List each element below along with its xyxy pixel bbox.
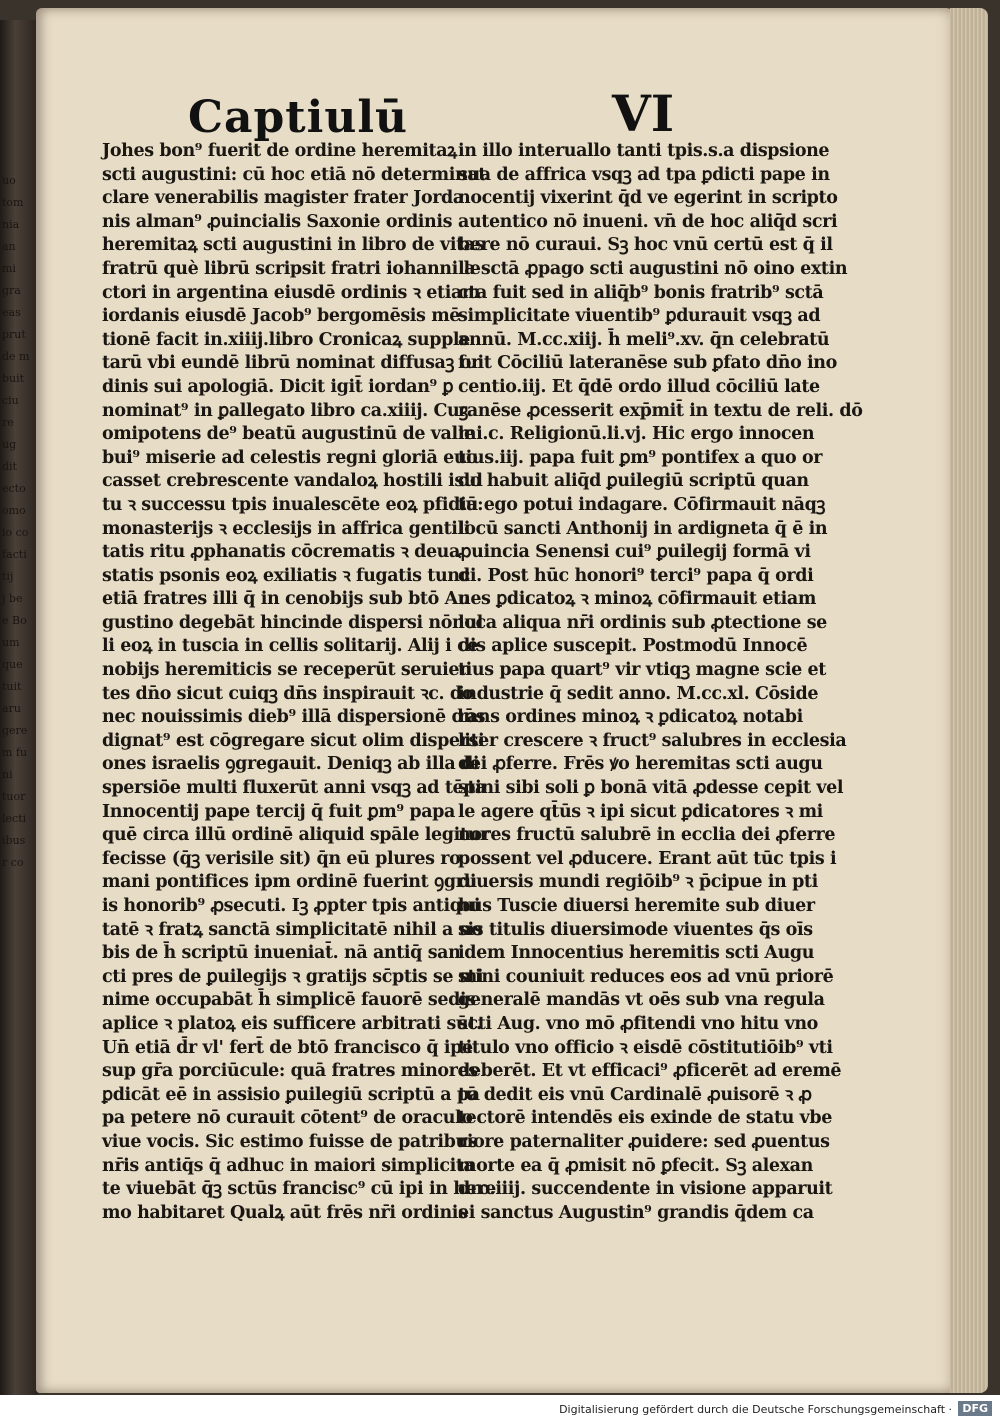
text-line: monasterijs ꝛ ecclesijs in affrica gentili (102, 518, 470, 539)
text-line: sua de affrica vsqꝫ ad tpa ꝑdicti pape in (458, 164, 830, 185)
text-line: clare venerabilis magister frater Jorda (102, 188, 464, 209)
text-line: nobijs heremiticis se receperūt seruien (102, 660, 472, 681)
footer-bar (0, 1395, 1000, 1425)
text-line: diuersis mundi regiōib⁹ ꝛ p̄cipue in pti (458, 872, 818, 893)
facing-text-fragment: buit (2, 372, 25, 385)
text-line: liter crescere ꝛ fruct⁹ salubres in ecclesia (458, 730, 847, 751)
text-line: ctori in argentina eiusdē ordinis ꝛ etiam (102, 282, 480, 303)
text-line: dignat⁹ est cōgregare sicut olim dispersi (102, 730, 485, 751)
facing-text-fragment: ni (2, 768, 13, 781)
text-line: scti Aug. vno mō ꝓfitendi vno hitu vno (458, 1013, 818, 1034)
text-line: locū sancti Anthonij in ardigneta q̄ ē in (458, 518, 828, 539)
text-line: omipotens de⁹ beatū augustinū de valle (102, 424, 475, 445)
text-line: tū ego potui indagare. Cōfirmauit nāqꝫ (458, 494, 825, 515)
text-line: centio.iij. Et q̄dē ordo illud cōciliū late (458, 376, 820, 397)
text-line: tū dedit eis vnū Cardinalē ꝓuisorē ꝛ ꝓ (458, 1084, 812, 1105)
facing-text-fragment: dit (2, 460, 17, 473)
text-line: spersiōe multi fluxerūt anni vsqꝫ ad tēpa (102, 778, 487, 799)
text-line: loca aliqua nr̄i ordinis sub ꝓtectione se (458, 612, 827, 633)
text-line: pa petere nō curauit cōtent⁹ de oraculo (102, 1108, 473, 1129)
text-line: stini sibi soli ꝑ bonā vitā ꝓdesse cepit vel (458, 778, 844, 799)
text-line: nocentij vixerint q̄d ve egerint in scripto (458, 188, 838, 209)
facing-text-fragment: r co (2, 856, 24, 869)
text-line: nis alman⁹ ꝓuincialis Saxonie ordinis (102, 211, 453, 232)
text-line: possent vel ꝓducere. Erant aūt tūc tpis i (458, 848, 837, 869)
text-line: industrie q̄ sedit anno. M.cc.xl. Cōside (458, 683, 819, 704)
text-line: statis psonis eoꝝ exiliatis ꝛ fugatis tunc (102, 565, 470, 586)
text-line: sis titulis diuersimode viuentes q̄s oīs (458, 919, 813, 940)
facing-text-fragment: gere (2, 724, 28, 737)
footer-credit: Digitalisierung gefördert durch die Deutsche Forschungsgemeinschaft · (559, 1403, 952, 1416)
text-line: nores fructū salubrē in ecclia dei ꝓferre (458, 825, 836, 846)
text-line: Un̄ etiā d̄r vl' fert̄ de btō francisco q̄ ipe (102, 1037, 473, 1058)
dfg-logo: DFG (958, 1401, 992, 1416)
text-line: le agere qt̄ūs ꝛ ipi sicut ꝑdicatores ꝛ mi (458, 801, 823, 822)
text-line: ꝑdicāt eē in assisio ꝑuilegiū scriptū a pa (102, 1084, 480, 1105)
text-line: ꝓuincia Senensi cui⁹ ꝑuilegij formā vi (458, 542, 811, 563)
text-line: dinis sui apologiā. Dicit igit̄ iordan⁹ ꝑ (102, 376, 454, 397)
text-line: do habuit aliq̄d ꝑuilegiū scriptū quan (458, 471, 809, 492)
facing-page-text (2, 170, 32, 874)
text-line: nes ꝑdicatoꝝ ꝛ minoꝝ cōfirmauit etiam (458, 589, 816, 610)
facing-text-fragment: tij (2, 570, 14, 583)
facing-text-fragment: tom (2, 196, 24, 209)
facing-text-fragment: eas (2, 306, 21, 319)
text-line: la sctā ꝓpago scti augustini nō oino extin (458, 258, 848, 279)
text-line: ei sanctus Augustin⁹ grandis q̄dem ca (458, 1202, 814, 1223)
facing-text-fragment: de m (2, 350, 30, 363)
text-column-right (458, 140, 863, 1225)
facing-text-fragment: prut (2, 328, 26, 341)
text-line: aplice ꝛ platoꝝ eis sufficere arbitrati sūt. (102, 1013, 482, 1034)
text-line: tius.iij. papa fuit ꝑm⁹ pontifex a quo or (458, 447, 823, 468)
text-line: cta fuit sed in aliq̄b⁹ bonis fratrib⁹ sctā (458, 282, 824, 303)
text-line: scti augustini: cū hoc etiā nō determinat (102, 164, 486, 185)
text-line: nime occupabāt h̄ simplicē fauorē sedis (102, 990, 476, 1011)
text-line: ones israelis ꝯgregauit. Deniqꝫ ab illa di (102, 754, 480, 775)
facing-text-fragment: an (2, 240, 16, 253)
text-line: tius papa quart⁹ vir vtiqꝫ magne scie et (458, 660, 826, 681)
facing-text-fragment: re (2, 416, 14, 429)
text-line: bis de h̄ scriptū inueniat̄. nā antiq̄ san (102, 943, 461, 964)
text-line: ranēse ꝓcesserit exp̄mit̄ in textu de reli. dō (458, 400, 863, 421)
running-heading: Captiulū (188, 92, 409, 143)
text-line: bui⁹ miserie ad celestis regni gloriā euo (102, 447, 478, 468)
facing-text-fragment: ciu (2, 394, 19, 407)
text-line: nr̄is antiq̄s q̄ adhuc in maiori simplicita (102, 1155, 475, 1176)
text-line: dro.iiij. succendente in visione apparuit (458, 1179, 833, 1200)
text-line: annū. M.cc.xiij. h̄ meli⁹.xv. q̄n celebratū (458, 329, 830, 350)
text-line: tionē facit in.xiiij.libro Cronicaꝝ supple (102, 329, 470, 350)
text-line: stini couniuit reduces eos ad vnū priorē (458, 966, 834, 987)
text-line: in illo interuallo tanti tpis.s.a dispsione (458, 141, 830, 161)
text-line: gustino degebāt hincinde dispersi nōnul (102, 612, 483, 633)
text-line: fuit Cōciliū lateranēse sub ꝑfato dn̄o ino (458, 353, 837, 374)
text-line: generalē mandās vt oēs sub vna regula (458, 990, 825, 1011)
facing-text-fragment: ug (2, 438, 17, 451)
facing-text-fragment: io co (2, 526, 29, 539)
text-line: deberēt. Et vt efficaci⁹ ꝓficerēt ad eremē (458, 1061, 842, 1082)
facing-text-fragment: facti (2, 548, 27, 561)
text-line: sup gr̄a porciūcule: quā fratres minores (102, 1061, 478, 1082)
facing-text-fragment: ecto (2, 482, 26, 495)
facing-text-fragment: uo (2, 174, 16, 187)
facing-text-fragment: tuor (2, 790, 26, 803)
facing-text-fragment: tuit (2, 680, 22, 693)
text-line: di. Post hūc honori⁹ terci⁹ papa q̄ ordi (458, 565, 814, 586)
facing-text-fragment: m fu (2, 746, 28, 759)
text-column-left (102, 140, 496, 1225)
text-line: Johes bon⁹ fuerit de ordine heremitaꝝ (102, 141, 457, 161)
text-line: nominat⁹ in ꝑallegato libro ca.xiiij. Cuꝫ (102, 400, 468, 421)
text-line: iordanis eiusdē Jacob⁹ bergomēsis mē (102, 306, 461, 327)
facing-text-fragment: mi (2, 262, 16, 275)
text-line: mi.c. Religionū.li.vj. Hic ergo innocen (458, 424, 815, 445)
text-line: li eoꝝ in tuscia in cellis solitarij. Alij i ce (102, 636, 479, 657)
text-line: idem Innocentius heremitis scti Augu (458, 943, 815, 964)
text-line: bus Tuscie diuersi heremite sub diuer (458, 896, 815, 916)
text-line: tarū vbi eundē librū nominat diffusaꝫ or (102, 353, 480, 374)
facing-text-fragment: e Bo (2, 614, 27, 627)
text-line: fratrū què librū scripsit fratri iohanni le (102, 258, 481, 279)
text-line: fecisse (q̄ꝫ verisile sit) q̄n eū plures ro (102, 848, 461, 869)
text-line: bere nō curaui. Sꝫ hoc vnū certū est q̄ il (458, 235, 833, 256)
text-line: titulo vno officio ꝛ eisdē cōstitutiōib⁹ vti (458, 1037, 833, 1058)
text-line: nec nouissimis dieb⁹ illā dispersionē dn̄s (102, 707, 486, 728)
page-stack-edge (950, 8, 988, 1393)
text-line: simplicitate viuentib⁹ ꝑdurauit vsqꝫ ad (458, 306, 821, 327)
text-line: rans ordines minoꝝ ꝛ ꝑdicatoꝝ notabi (458, 707, 803, 728)
text-line: dei ꝓferre. Frēs ꝟo heremitas scti augu (458, 754, 823, 775)
text-line: viue vocis. Sic estimo fuisse de patribus (102, 1131, 478, 1152)
text-line: tu ꝛ successu tpis inualescēte eoꝝ pfidia: (102, 494, 484, 515)
text-line: tatē ꝛ fratꝝ sanctā simplicitatē nihil a no (102, 919, 483, 940)
text-line: tatis ritu ꝓphanatis cōcrematis ꝛ deua (102, 542, 460, 563)
facing-text-fragment: aru (2, 702, 21, 715)
facing-page-edge (0, 20, 38, 1395)
text-line: dis aplice suscepit. Postmodū Innocē (458, 636, 808, 657)
facing-text-fragment: gra (2, 284, 21, 297)
facing-text-fragment: lecti (2, 812, 27, 825)
text-line: mani pontifices ipm ordinē fuerint ꝯgru (102, 872, 477, 893)
text-line: cti pres de ꝑuilegijs ꝛ gratijs sc̄ptis se mi (102, 966, 484, 987)
text-line: quē circa illū ordinē aliquid spāle legitur (102, 825, 489, 846)
facing-text-fragment: um (2, 636, 20, 649)
text-line: tectorē intendēs eis exinde de statu vbe (458, 1108, 833, 1129)
facing-text-fragment: que (2, 658, 23, 671)
facing-text-fragment: omo (2, 504, 26, 517)
text-line: heremitaꝝ scti augustini in libro de vitas (102, 235, 485, 256)
facing-text-fragment: j be (2, 592, 23, 605)
text-line: Innocentij pape tercij q̄ fuit ꝑm⁹ papa (102, 801, 455, 822)
text-line: autentico nō inueni. vn̄ de hoc aliq̄d scri (458, 211, 838, 232)
text-line: is honorib⁹ ꝓsecuti. Iꝫ ꝓpter tpis antiqui (102, 896, 481, 916)
facing-text-fragment: nia (2, 218, 20, 231)
text-line: tes dn̄o sicut cuiqꝫ dn̄s inspirauit ꝛc. do (102, 683, 474, 704)
text-line: te viuebāt q̄ꝫ sctūs francisc⁹ cū ipi in here (102, 1179, 496, 1200)
facing-text-fragment: ibus (2, 834, 26, 847)
text-line: riore paternaliter ꝓuidere: sed ꝓuentus (458, 1131, 830, 1152)
folio-number: VI (612, 84, 675, 143)
text-line: morte ea q̄ ꝓmisit nō ꝑfecit. Sꝫ alexan (458, 1155, 813, 1176)
text-line: mo habitaret Qualꝝ aūt frēs nr̄i ordinis (102, 1202, 468, 1223)
text-line: casset crebrescente vandaloꝝ hostili isul (102, 471, 483, 492)
text-line: etiā fratres illi q̄ in cenobijs sub btō Au (102, 589, 471, 610)
